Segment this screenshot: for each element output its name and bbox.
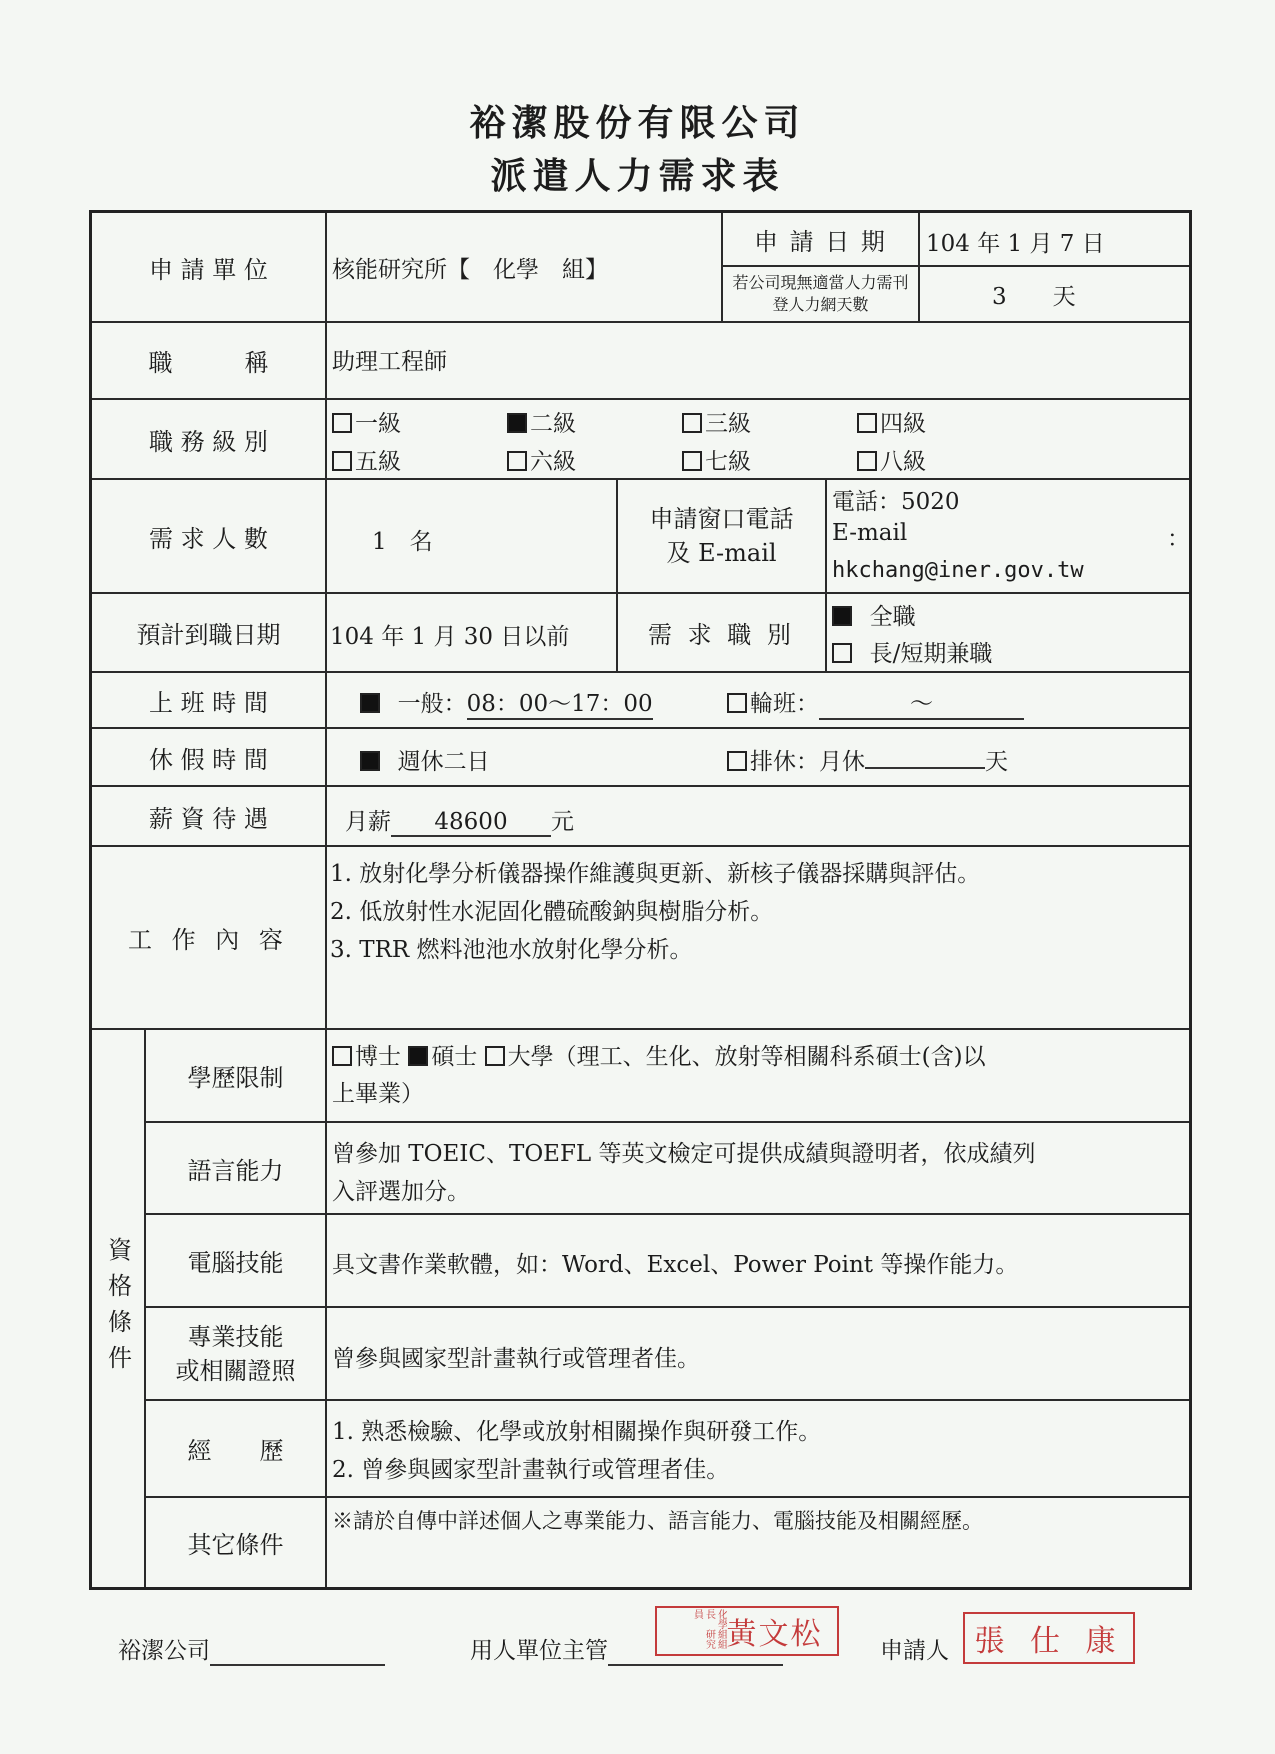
- education-option-label: 碩士: [431, 1044, 478, 1070]
- duties-label: 工 作 內 容: [128, 926, 289, 954]
- salary-suffix: 元: [551, 809, 574, 835]
- applicant-unit-value: 核能研究所【 化學 組】: [332, 257, 608, 283]
- grade-option-label: 三級: [705, 411, 751, 437]
- headcount-label: 需 求 人 數: [149, 524, 268, 553]
- job-type-option[interactable]: [832, 598, 916, 631]
- checkbox-icon[interactable]: [857, 413, 877, 433]
- checkbox-icon[interactable]: [832, 643, 852, 663]
- checkbox-icon[interactable]: [360, 751, 380, 771]
- col-divider: [825, 478, 827, 671]
- post-days-value: 3 天: [992, 284, 1076, 310]
- experience-item: 1. 熟悉檢驗、化學或放射相關操作與研發工作。: [332, 1419, 822, 1445]
- leave-label: 休 假 時 間: [149, 745, 268, 774]
- grade-option-label: 六級: [530, 449, 576, 475]
- salary-prefix: 月薪: [345, 809, 391, 835]
- requisition-form: [89, 210, 1192, 1590]
- grade-option[interactable]: [682, 405, 751, 438]
- work-time-regular-label: 一般：: [397, 691, 467, 717]
- contact-email-label: E-mail: [832, 520, 908, 546]
- qualifications-section-label: 資格條件: [103, 1236, 132, 1381]
- contact-label: 申請窗口電話及 E-mail: [649, 505, 794, 567]
- work-time-regular[interactable]: [360, 685, 653, 720]
- professional-label-line: 專業技能: [187, 1322, 284, 1351]
- checkbox-icon[interactable]: [682, 451, 702, 471]
- form-title: 派遣人力需求表: [490, 155, 785, 197]
- work-time-label: 上 班 時 間: [149, 688, 268, 717]
- checkbox-icon[interactable]: [360, 693, 380, 713]
- supervisor-seal-name: 黃文松: [726, 1617, 823, 1652]
- supervisor-seal-title: 化學組組長 研究員: [691, 1609, 727, 1649]
- company-title: 裕潔股份有限公司: [469, 102, 806, 144]
- checkbox-icon[interactable]: [332, 1046, 352, 1066]
- supervisor-seal: [655, 1606, 839, 1656]
- contact-phone: 電話：5020: [832, 489, 960, 515]
- work-time-regular-value: 08：00～17：00: [467, 685, 653, 720]
- grade-option[interactable]: [332, 443, 401, 476]
- checkbox-icon[interactable]: [332, 413, 352, 433]
- leave-option-1-label: 週休二日: [397, 749, 490, 775]
- checkbox-icon[interactable]: [485, 1046, 505, 1066]
- checkbox-icon[interactable]: [682, 413, 702, 433]
- work-time-shift-value[interactable]: ～: [819, 685, 1024, 720]
- duty-item: 2. 低放射性水泥固化體硫酸鈉與樹脂分析。: [330, 899, 774, 925]
- applicant-seal: [963, 1612, 1135, 1664]
- education-option-label: 大學: [507, 1044, 554, 1070]
- applicant-sign: [880, 1632, 949, 1665]
- salary-row: [345, 803, 574, 837]
- leave-option-1[interactable]: [360, 743, 490, 776]
- grade-option[interactable]: [332, 405, 401, 438]
- professional-label-line: 或相關證照: [175, 1356, 296, 1385]
- job-type-option-label: 長/短期兼職: [869, 641, 993, 667]
- leave-option-2-label: 排休：月休: [750, 749, 865, 775]
- job-title-value: 助理工程師: [332, 349, 447, 375]
- duty-item: 1. 放射化學分析儀器操作維護與更新、新核子儀器採購與評估。: [330, 861, 981, 887]
- grade-option-label: 五級: [355, 449, 401, 475]
- checkbox-icon[interactable]: [857, 451, 877, 471]
- grade-label: 職 務 級 別: [149, 427, 268, 456]
- professional-label: [146, 1308, 325, 1399]
- education-note: （理工、生化、放射等相關科系碩士(含)以: [553, 1044, 986, 1070]
- duty-item: 3. TRR 燃料池池水放射化學分析。: [330, 937, 693, 963]
- grade-option[interactable]: [857, 405, 926, 438]
- job-type-label: 需 求 職 別: [648, 621, 795, 649]
- other-label: 其它條件: [187, 1531, 284, 1559]
- applicant-unit-label: 申 請 單 位: [149, 255, 268, 284]
- checkbox-icon[interactable]: [727, 751, 747, 771]
- apply-date-value: 104 年 1 月 7 日: [926, 231, 1105, 257]
- start-date-label: 預計到職日期: [136, 621, 281, 649]
- education-label: 學歷限制: [187, 1064, 284, 1092]
- professional-value: 曾參與國家型計畫執行或管理者佳。: [332, 1346, 700, 1372]
- language-value-cont: 入評選加分。: [332, 1179, 470, 1205]
- work-time-shift[interactable]: [727, 685, 1024, 720]
- contact-email[interactable]: hkchang@iner.gov.tw: [832, 558, 1084, 583]
- experience-item: 2. 曾參與國家型計畫執行或管理者佳。: [332, 1457, 730, 1483]
- grade-option[interactable]: [507, 405, 576, 438]
- col-divider: [325, 213, 327, 1587]
- language-label: 語言能力: [187, 1156, 284, 1185]
- grade-option-label: 四級: [880, 411, 926, 437]
- education-note-cont: 上畢業）: [332, 1081, 424, 1107]
- grade-option[interactable]: [857, 443, 926, 476]
- col-divider: [918, 213, 920, 321]
- checkbox-icon[interactable]: [408, 1046, 428, 1066]
- job-type-option[interactable]: [832, 635, 992, 668]
- other-value: ※請於自傳中詳述個人之專業能力、語言能力、電腦技能及相關經歷。: [332, 1509, 983, 1533]
- applicant-seal-name: 張 仕 康: [974, 1624, 1124, 1659]
- experience-label: 經 歷: [187, 1437, 284, 1465]
- leave-option-2[interactable]: [727, 743, 1008, 776]
- post-days-label: 若公司現無適當人力需刊登人力網天數: [732, 273, 909, 314]
- company-sign: [118, 1632, 385, 1666]
- grade-option[interactable]: [682, 443, 751, 476]
- leave-days-blank[interactable]: [865, 767, 985, 769]
- apply-date-label: 申 請 日 期: [754, 227, 887, 256]
- checkbox-icon[interactable]: [832, 606, 852, 626]
- start-date-value: 104 年 1 月 30 日以前: [330, 624, 570, 650]
- checkbox-icon[interactable]: [507, 413, 527, 433]
- job-type-option-label: 全職: [869, 604, 916, 630]
- applicant-sign-label: 申請人: [880, 1638, 949, 1664]
- grade-option-label: 八級: [880, 449, 926, 475]
- salary-label: 薪 資 待 遇: [149, 804, 268, 833]
- checkbox-icon[interactable]: [332, 451, 352, 471]
- checkbox-icon[interactable]: [507, 451, 527, 471]
- computer-label: 電腦技能: [187, 1249, 284, 1277]
- headcount-value: 1 名: [372, 529, 433, 555]
- contact-email-colon: ：: [1167, 526, 1190, 552]
- company-sign-blank[interactable]: [210, 1638, 385, 1666]
- grade-option[interactable]: [507, 443, 576, 476]
- language-value: 曾參加 TOEIC、TOEFL 等英文檢定可提供成績與證明者，依成績列: [332, 1141, 1036, 1167]
- job-title-label: 職 稱: [148, 349, 269, 377]
- work-time-shift-label: 輪班：: [750, 691, 819, 717]
- leave-option-2-suffix: 天: [985, 749, 1008, 775]
- computer-value: 具文書作業軟體，如：Word、Excel、Power Point 等操作能力。: [332, 1252, 1019, 1278]
- grade-option-label: 一級: [355, 411, 401, 437]
- supervisor-sign-label: 用人單位主管: [470, 1638, 608, 1664]
- grade-option-label: 七級: [705, 449, 751, 475]
- salary-value: 48600: [391, 809, 551, 837]
- checkbox-icon[interactable]: [727, 693, 747, 713]
- education-options: [332, 1038, 986, 1071]
- company-sign-label: 裕潔公司: [118, 1638, 210, 1664]
- education-option-label: 博士: [355, 1044, 401, 1070]
- grade-option-label: 二級: [530, 411, 576, 437]
